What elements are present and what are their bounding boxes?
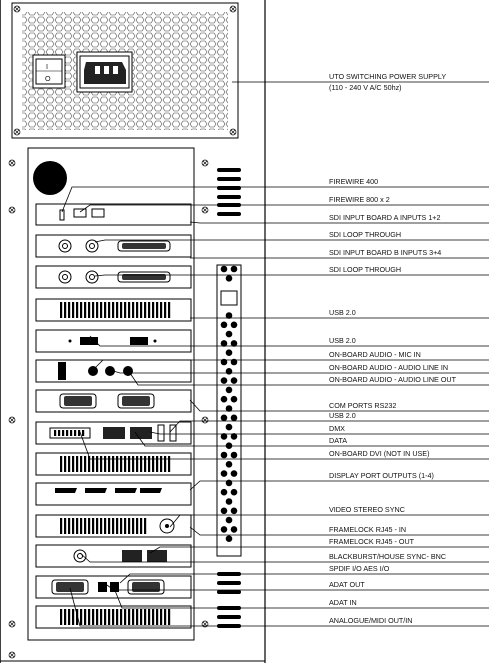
- power-switch-off-label: O: [45, 74, 51, 83]
- label-adat-out: ADAT OUT: [329, 580, 365, 589]
- card-slot: [36, 545, 191, 567]
- label-adat-in: ADAT IN: [329, 598, 357, 607]
- label-stereo: VIDEO STEREO SYNC: [329, 505, 405, 514]
- label-framelock-in: FRAMELOCK RJ45 - IN: [329, 525, 407, 534]
- card-slot: [36, 606, 191, 628]
- card-slot: [36, 390, 191, 412]
- card-slot: [36, 204, 191, 225]
- label-sdi-b: SDI INPUT BOARD B INPUTS 3+4: [329, 248, 442, 257]
- label-framelock-out: FRAMELOCK RJ45 - OUT: [329, 537, 415, 546]
- leader-line-sdi-a: [190, 222, 489, 223]
- card-slot: [36, 330, 191, 352]
- screw-icon: [202, 160, 208, 166]
- round-port-hole: [33, 161, 67, 195]
- label-usb-1: USB 2.0: [329, 308, 356, 317]
- label-usb-2: USB 2.0: [329, 336, 356, 345]
- screw-icon: [202, 417, 208, 423]
- label-fw800: FIREWIRE 800 x 2: [329, 195, 390, 204]
- label-mic-in: ON-BOARD AUDIO - MIC IN: [329, 350, 421, 359]
- label-displayport: DISPLAY PORT OUTPUTS (1-4): [329, 471, 434, 480]
- leader-line-dmx: [150, 432, 489, 434]
- label-line-in: ON-BOARD AUDIO - AUDIO LINE IN: [329, 363, 449, 372]
- card-slot: [36, 235, 191, 257]
- label-dmx: DMX: [329, 424, 345, 433]
- label-com: COM PORTS RS232: [329, 401, 397, 410]
- leader-lines: [62, 82, 489, 626]
- label-data: DATA: [329, 436, 348, 445]
- label-analogue: ANALOGUE/MIDI OUT/IN: [329, 616, 413, 625]
- screw-icon: [9, 652, 15, 658]
- label-sdi-loop-2: SDI LOOP THROUGH: [329, 265, 402, 274]
- power-switch[interactable]: [36, 59, 62, 84]
- card-slot: [36, 515, 191, 537]
- card-slot: [36, 266, 191, 288]
- label-sdi-a: SDI INPUT BOARD A INPUTS 1+2: [329, 213, 441, 222]
- label-sdi-loop-1: SDI LOOP THROUGH: [329, 230, 402, 239]
- label-blackburst: BLACKBURST/HOUSE SYNC- BNC: [329, 552, 447, 561]
- card-slot: [36, 453, 191, 475]
- power-switch-on-label: I: [46, 62, 48, 71]
- callout-labels: [329, 72, 457, 625]
- screw-icon: [9, 417, 15, 423]
- card-slot: [36, 422, 191, 444]
- label-line-out: ON-BOARD AUDIO - AUDIO LINE OUT: [329, 375, 456, 384]
- card-slot: [36, 299, 191, 321]
- screw-icon: [9, 160, 15, 166]
- screw-icon: [202, 207, 208, 213]
- label-usb-3: USB 2.0: [329, 411, 356, 420]
- label-dvi: ON-BOARD DVI (NOT IN USE): [329, 449, 430, 458]
- label-psu-line2: (110 - 240 V A/C 50hz): [329, 83, 402, 92]
- expansion-slots: [36, 204, 191, 628]
- label-psu: UTO SWITCHING POWER SUPPLY: [329, 72, 447, 81]
- card-slot: [36, 483, 191, 505]
- perforated-strip: [217, 265, 241, 556]
- screw-icon: [9, 207, 15, 213]
- screw-icon: [9, 621, 15, 627]
- label-spdif: SPDIF I/O AES I/O: [329, 564, 390, 573]
- label-fw400: FIREWIRE 400: [329, 177, 379, 186]
